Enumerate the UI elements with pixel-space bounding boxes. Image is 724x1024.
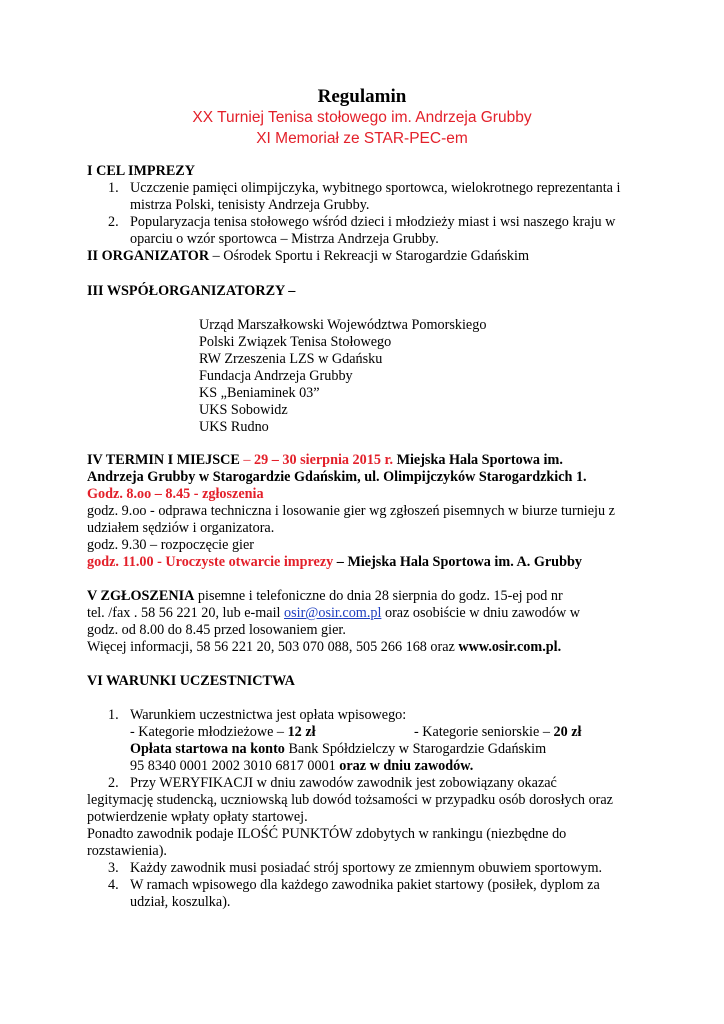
co-organizer-item: KS „Beniaminek 03” xyxy=(199,385,320,401)
technical-briefing-cont: udziałem sędziów i organizatora. xyxy=(87,520,275,536)
list-number: 3. xyxy=(108,860,119,876)
youth-fee xyxy=(130,724,316,741)
contact-phone: tel. /fax . 58 56 221 20, lub e-mail xyxy=(87,605,285,621)
list-text: Przy WERYFIKACJI w dniu zawodów zawodnik jest zobowiązany okazać xyxy=(130,775,557,791)
section-6-item-2 xyxy=(108,775,557,792)
section-3-heading: III WSPÓŁORGANIZATORZY – xyxy=(87,283,296,299)
event-place: Miejska Hala Sportowa im. xyxy=(393,452,563,468)
fee-account-bank: Bank Spółdzielczy w Starogardzie Gdańskim xyxy=(284,741,547,757)
list-number: 2. xyxy=(108,775,119,791)
section-6-item-1 xyxy=(108,707,406,724)
opening-ceremony-place: – Miejska Hala Sportowa im. A. Grubby xyxy=(333,554,582,570)
senior-fee-label: - Kategorie seniorskie – xyxy=(414,724,554,740)
document-subtitle-memorial: XI Memoriał ze STAR-PEC-em xyxy=(256,130,468,147)
section-1-item-1-cont: mistrza Polski, tenisisty Andrzeja Grubby. xyxy=(130,197,370,213)
youth-fee-price: 12 zł xyxy=(287,724,316,740)
section-5-line-1 xyxy=(87,588,563,605)
section-4-dash: – xyxy=(239,452,255,468)
more-info: Więcej informacji, 58 56 221 20, 503 070 088, 505 266 168 oraz xyxy=(87,639,459,655)
opening-ceremony-time: godz. 11.00 - Uroczyste otwarcie imprezy xyxy=(87,554,334,570)
section-6-item-4-cont: udział, koszulka). xyxy=(130,894,231,910)
section-5-line-4 xyxy=(87,639,561,656)
section-1-item-2-cont: oparciu o wzór sportowca – Mistrza Andrzeja Grubby. xyxy=(130,231,439,247)
section-1-heading: I CEL IMPREZY xyxy=(87,163,195,179)
website-link[interactable]: www.osir.com.pl. xyxy=(458,639,562,655)
section-1-item-2 xyxy=(108,214,615,231)
list-text: Warunkiem uczestnictwa jest opłata wpisowego: xyxy=(130,707,407,723)
ranking-points-note-cont: rozstawienia). xyxy=(87,843,167,859)
opening-ceremony xyxy=(87,554,582,571)
list-text: Uczczenie pamięci olimpijczyka, wybitnego sportowca, wielokrotnego reprezentanta i xyxy=(130,180,621,196)
fee-account xyxy=(130,741,546,758)
section-2-text: – Ośrodek Sportu i Rekreacji w Starogardzie Gdańskim xyxy=(209,248,529,264)
registration-time: Godz. 8.oo – 8.45 - zgłoszenia xyxy=(87,486,264,502)
section-4-heading: IV TERMIN I MIEJSCE xyxy=(87,452,240,468)
games-start: godz. 9.30 – rozpoczęcie gier xyxy=(87,537,255,553)
section-2-line xyxy=(87,248,529,265)
co-organizer-item: UKS Sobowidz xyxy=(199,402,288,418)
event-date: 29 – 30 sierpnia 2015 r. xyxy=(254,452,394,468)
account-number: 95 8340 0001 2002 3010 6817 0001 xyxy=(130,758,340,774)
section-6-item-2-cont: potwierdzenie wpłaty opłaty startowej. xyxy=(87,809,308,825)
section-6-item-3 xyxy=(108,860,602,877)
section-4-line-1 xyxy=(87,452,563,469)
ranking-points-note: Ponadto zawodnik podaje ILOŚĆ PUNKTÓW zdobytych w rankingu (niezbędne do xyxy=(87,826,567,842)
co-organizer-item: Urząd Marszałkowski Województwa Pomorskiego xyxy=(199,317,487,333)
section-5-text: pisemne i telefoniczne do dnia 28 sierpnia do godz. 15-ej pod nr xyxy=(194,588,563,604)
section-5-line-3: godz. od 8.00 do 8.45 przed losowaniem gier. xyxy=(87,622,346,638)
youth-fee-label: - Kategorie młodzieżowe – xyxy=(130,724,288,740)
list-number: 4. xyxy=(108,877,119,893)
list-number: 1. xyxy=(108,180,119,196)
event-place-cont: Andrzeja Grubby w Starogardzie Gdańskim, ul. Olimpijczyków Starogardzkich 1. xyxy=(87,469,587,485)
senior-fee xyxy=(414,724,581,741)
list-text: Popularyzacja tenisa stołowego wśród dzieci i młodzieży miast i wsi naszego kraju w xyxy=(130,214,616,230)
list-number: 2. xyxy=(108,214,119,230)
co-organizer-item: Fundacja Andrzeja Grubby xyxy=(199,368,353,384)
email-link[interactable]: osir@osir.com.pl xyxy=(284,605,382,621)
section-2-heading: II ORGANIZATOR xyxy=(87,248,210,264)
document-subtitle-tournament: XX Turniej Tenisa stołowego im. Andrzeja Grubby xyxy=(192,109,532,126)
section-5-line-2 xyxy=(87,605,580,622)
document-title: Regulamin xyxy=(317,86,407,107)
co-organizer-item: RW Zrzeszenia LZS w Gdańsku xyxy=(199,351,383,367)
list-number: 1. xyxy=(108,707,119,723)
senior-fee-price: 20 zł xyxy=(553,724,582,740)
fee-account-label: Opłata startowa na konto xyxy=(130,741,285,757)
list-text: W ramach wpisowego dla każdego zawodnika pakiet startowy (posiłek, dyplom za xyxy=(130,877,600,893)
contact-inperson: oraz osobiście w dniu zawodów w xyxy=(381,605,580,621)
account-number-line xyxy=(130,758,473,775)
section-6-item-2-cont: legitymację studencką, uczniowską lub dowód tożsamości w przypadku osób dorosłych oraz xyxy=(87,792,613,808)
co-organizer-item: Polski Związek Tenisa Stołowego xyxy=(199,334,392,350)
technical-briefing: godz. 9.oo - odprawa techniczna i losowanie gier wg zgłoszeń pisemnych w biurze turnieju z xyxy=(87,503,615,519)
section-6-heading: VI WARUNKI UCZESTNICTWA xyxy=(87,673,295,689)
section-1-item-1 xyxy=(108,180,620,197)
section-6-item-4 xyxy=(108,877,600,894)
list-text: Każdy zawodnik musi posiadać strój sportowy ze zmiennym obuwiem sportowym. xyxy=(130,860,603,876)
section-5-heading: V ZGŁOSZENIA xyxy=(87,588,195,604)
co-organizer-item: UKS Rudno xyxy=(199,419,269,435)
onsite-payment: oraz w dniu zawodów. xyxy=(339,758,474,774)
